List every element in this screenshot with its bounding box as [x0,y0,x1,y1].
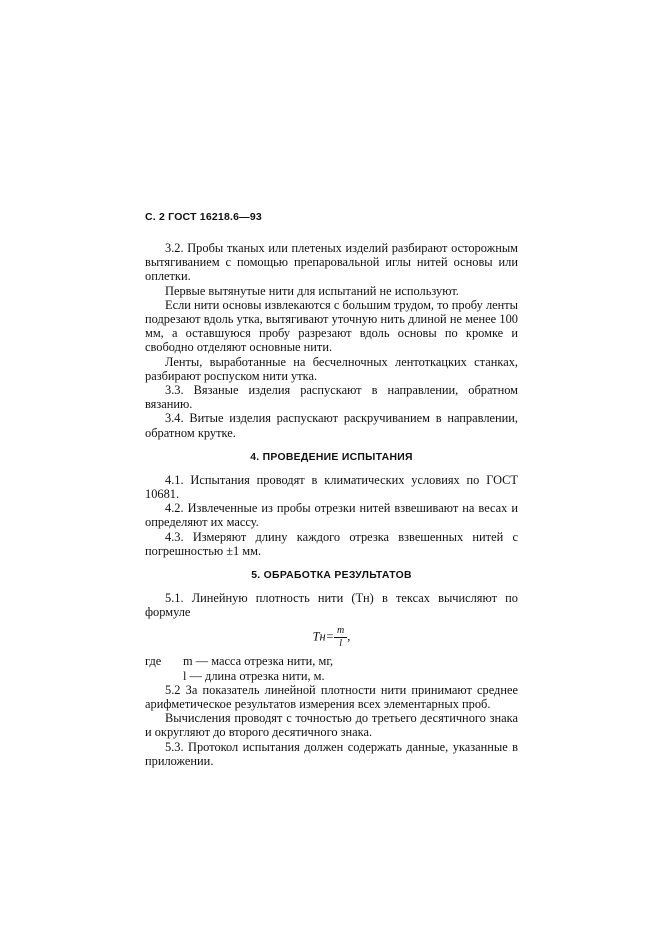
paragraph-shuttleless-tapes: Ленты, выработанные на бесчелночных лентоткацких станках, разбирают роспуском нити утка. [145,354,518,383]
where-word: где [145,654,162,669]
legend-length: l — длина отрезка нити, м. [183,668,325,683]
formula-comma: , [347,629,351,644]
section-5-title: 5. ОБРАБОТКА РЕЗУЛЬТАТОВ [251,570,412,582]
linear-density-formula [145,625,518,650]
paragraph-3-2: 3.2. Пробы тканых или плетеных изделий разбирают осторожным вытягиванием с помощью препаровальной иглы нитей основы или оплетки. [145,241,518,284]
formula-numerator: m [334,625,347,638]
legend-mass: m — масса отрезка нити, мг, [183,654,334,669]
formula-lhs: Tн= [312,629,335,644]
paragraph-3-4: 3.4. Витые изделия распускают раскручиванием в направлении, обратном крутке. [145,411,518,440]
formula-denominator: l [339,638,343,650]
page-header: С. 2 ГОСТ 16218.6—93 [145,211,262,223]
legend-spacer [145,669,183,683]
paragraph-5-1: 5.1. Линейную плотность нити (Tн) в тексах вычисляют по формуле [145,591,518,620]
section-4-title: 4. ПРОВЕДЕНИЕ ИСПЫТАНИЯ [250,451,413,463]
formula-legend [145,654,518,682]
paragraph-calculations: Вычисления проводят с точностью до третьего десятичного знака и округляют до второго десятичного знака. [145,711,518,740]
formula-fraction [334,625,347,650]
paragraph-5-2: 5.2 За показатель линейной плотности нити принимают среднее арифметическое результатов измерения всех элементарных проб. [145,682,518,712]
paragraph-4-2: 4.2. Извлеченные из пробы отрезки нитей взвешивают на весах и определяют их массу. [145,501,518,530]
paragraph-warp-threads: Если нити основы извлекаются с большим трудом, то пробу ленты подрезают вдоль утка, вытягивают уточную нить длиной не менее 100 мм, а оставшуюся пробу разрезают вдоль основы по кромке и свободно отделяют основные нити. [145,297,518,355]
paragraph-3-3: 3.3. Вязаные изделия распускают в направлении, обратном вязанию. [145,383,518,412]
paragraph-4-3: 4.3. Измеряют длину каждого отрезка взвешенных нитей с погрешностью ±1 мм. [145,529,518,558]
paragraph-4-1: 4.1. Испытания проводят в климатических условиях по ГОСТ 10681. [145,472,518,502]
paragraph-5-3: 5.3. Протокол испытания должен содержать данные, указанные в приложении. [145,739,518,768]
paragraph-first-threads: Первые вытянутые нити для испытаний не используют. [165,283,459,298]
document-page [145,211,518,768]
